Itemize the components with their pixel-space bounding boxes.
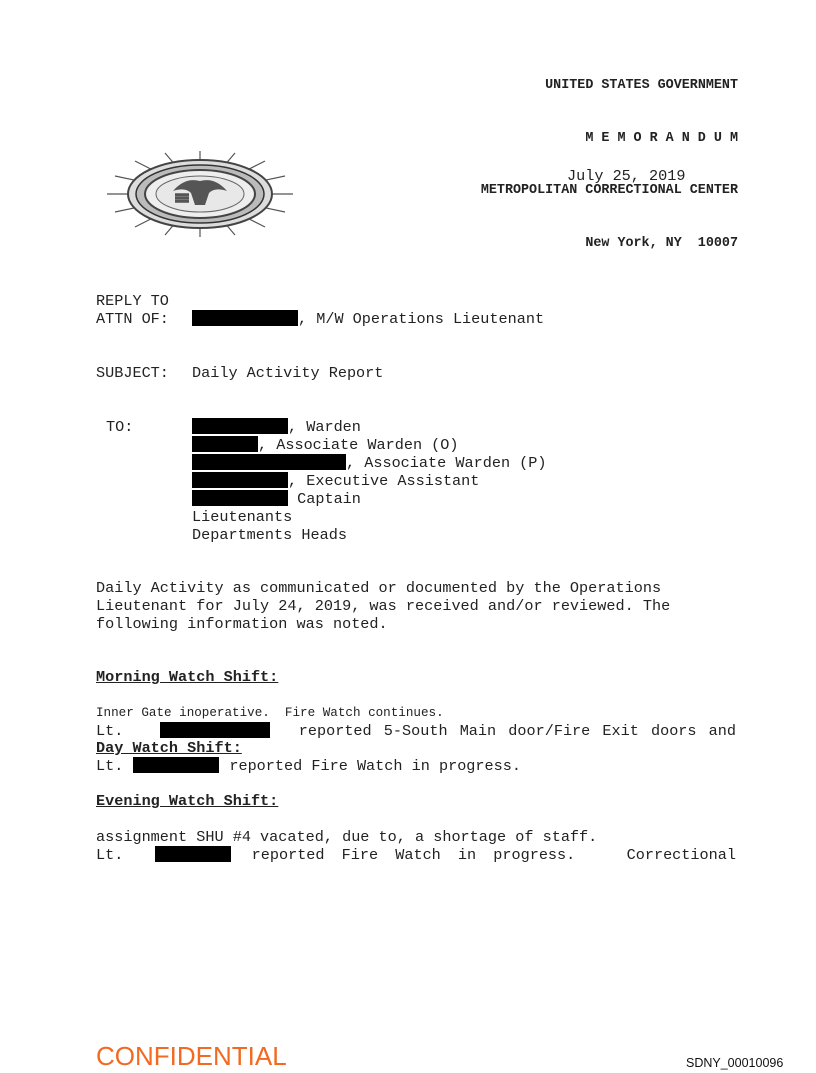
- recipient-title: Captain: [288, 490, 361, 508]
- recipient-title: , Associate Warden (P): [346, 454, 547, 472]
- redaction-bar: [192, 472, 288, 488]
- recipient-associate-warden-o: [192, 436, 459, 454]
- subject-label: SUBJECT:: [96, 364, 169, 382]
- redaction-bar: [192, 490, 288, 506]
- morning-shift-text: reported 5-South Main door/Fire Exit doors and: [298, 722, 736, 740]
- bates-number: SDNY_00010096: [686, 1056, 784, 1070]
- header-line-memorandum: M E M O R A N D U M: [585, 130, 738, 146]
- attn-of-value: [192, 310, 544, 328]
- redaction-bar: [192, 454, 346, 470]
- evening-shift-line: [96, 810, 736, 882]
- subject-value: Daily Activity Report: [192, 364, 384, 382]
- day-shift-title: Day Watch Shift:: [96, 739, 242, 757]
- morning-shift-text-2: Inner Gate inoperative. Fire Watch continues.: [96, 706, 444, 720]
- header-line-address: New York, NY 10007: [585, 235, 738, 251]
- confidential-stamp: CONFIDENTIAL: [96, 1041, 287, 1071]
- header-line-government: UNITED STATES GOVERNMENT: [545, 78, 738, 93]
- intro-line: Daily Activity as communicated or documented by the Operations: [96, 579, 662, 597]
- recipient-title: , Executive Assistant: [288, 472, 480, 490]
- header-line-institution: METROPOLITAN CORRECTIONAL CENTER: [480, 183, 738, 198]
- attn-of-label: ATTN OF:: [96, 310, 169, 328]
- memo-header: [481, 42, 738, 270]
- recipient-lieutenants: Lieutenants: [192, 508, 293, 526]
- to-label: TO:: [106, 418, 134, 436]
- intro-line: Lieutenant for July 24, 2019, was received and/or reviewed. The: [96, 597, 671, 615]
- redaction-bar: [155, 846, 231, 862]
- lieutenant-prefix: Lt.: [96, 722, 124, 740]
- redaction-bar: [192, 436, 258, 452]
- evening-shift-text: reported Fire Watch in progress. Correctional: [251, 846, 736, 864]
- redaction-bar: [160, 722, 270, 738]
- recipient-title: , Warden: [288, 418, 361, 436]
- intro-line: following information was noted.: [96, 615, 388, 633]
- redaction-bar: [192, 310, 298, 326]
- recipient-department-heads: Departments Heads: [192, 526, 347, 544]
- day-shift-line: [96, 757, 521, 775]
- memo-date: July 25, 2019: [567, 167, 686, 185]
- evening-shift-title: Evening Watch Shift:: [96, 792, 279, 810]
- redaction-bar: [192, 418, 288, 434]
- lieutenant-prefix: Lt.: [96, 757, 124, 775]
- evening-shift-text-2: assignment SHU #4 vacated, due to, a shortage of staff.: [96, 828, 598, 846]
- recipient-title: , Associate Warden (O): [258, 436, 459, 454]
- recipient-warden: [192, 418, 361, 436]
- recipient-executive-assistant: [192, 472, 479, 490]
- lieutenant-prefix: Lt.: [96, 846, 124, 864]
- day-shift-text: reported Fire Watch in progress.: [229, 757, 521, 775]
- reply-to-label: REPLY TO: [96, 292, 169, 310]
- morning-shift-title: Morning Watch Shift:: [96, 668, 279, 686]
- recipient-associate-warden-p: [192, 454, 547, 472]
- redaction-bar: [133, 757, 219, 773]
- doj-seal-icon: [86, 133, 276, 219]
- recipient-captain: [192, 490, 361, 508]
- attn-of-title: , M/W Operations Lieutenant: [298, 310, 545, 328]
